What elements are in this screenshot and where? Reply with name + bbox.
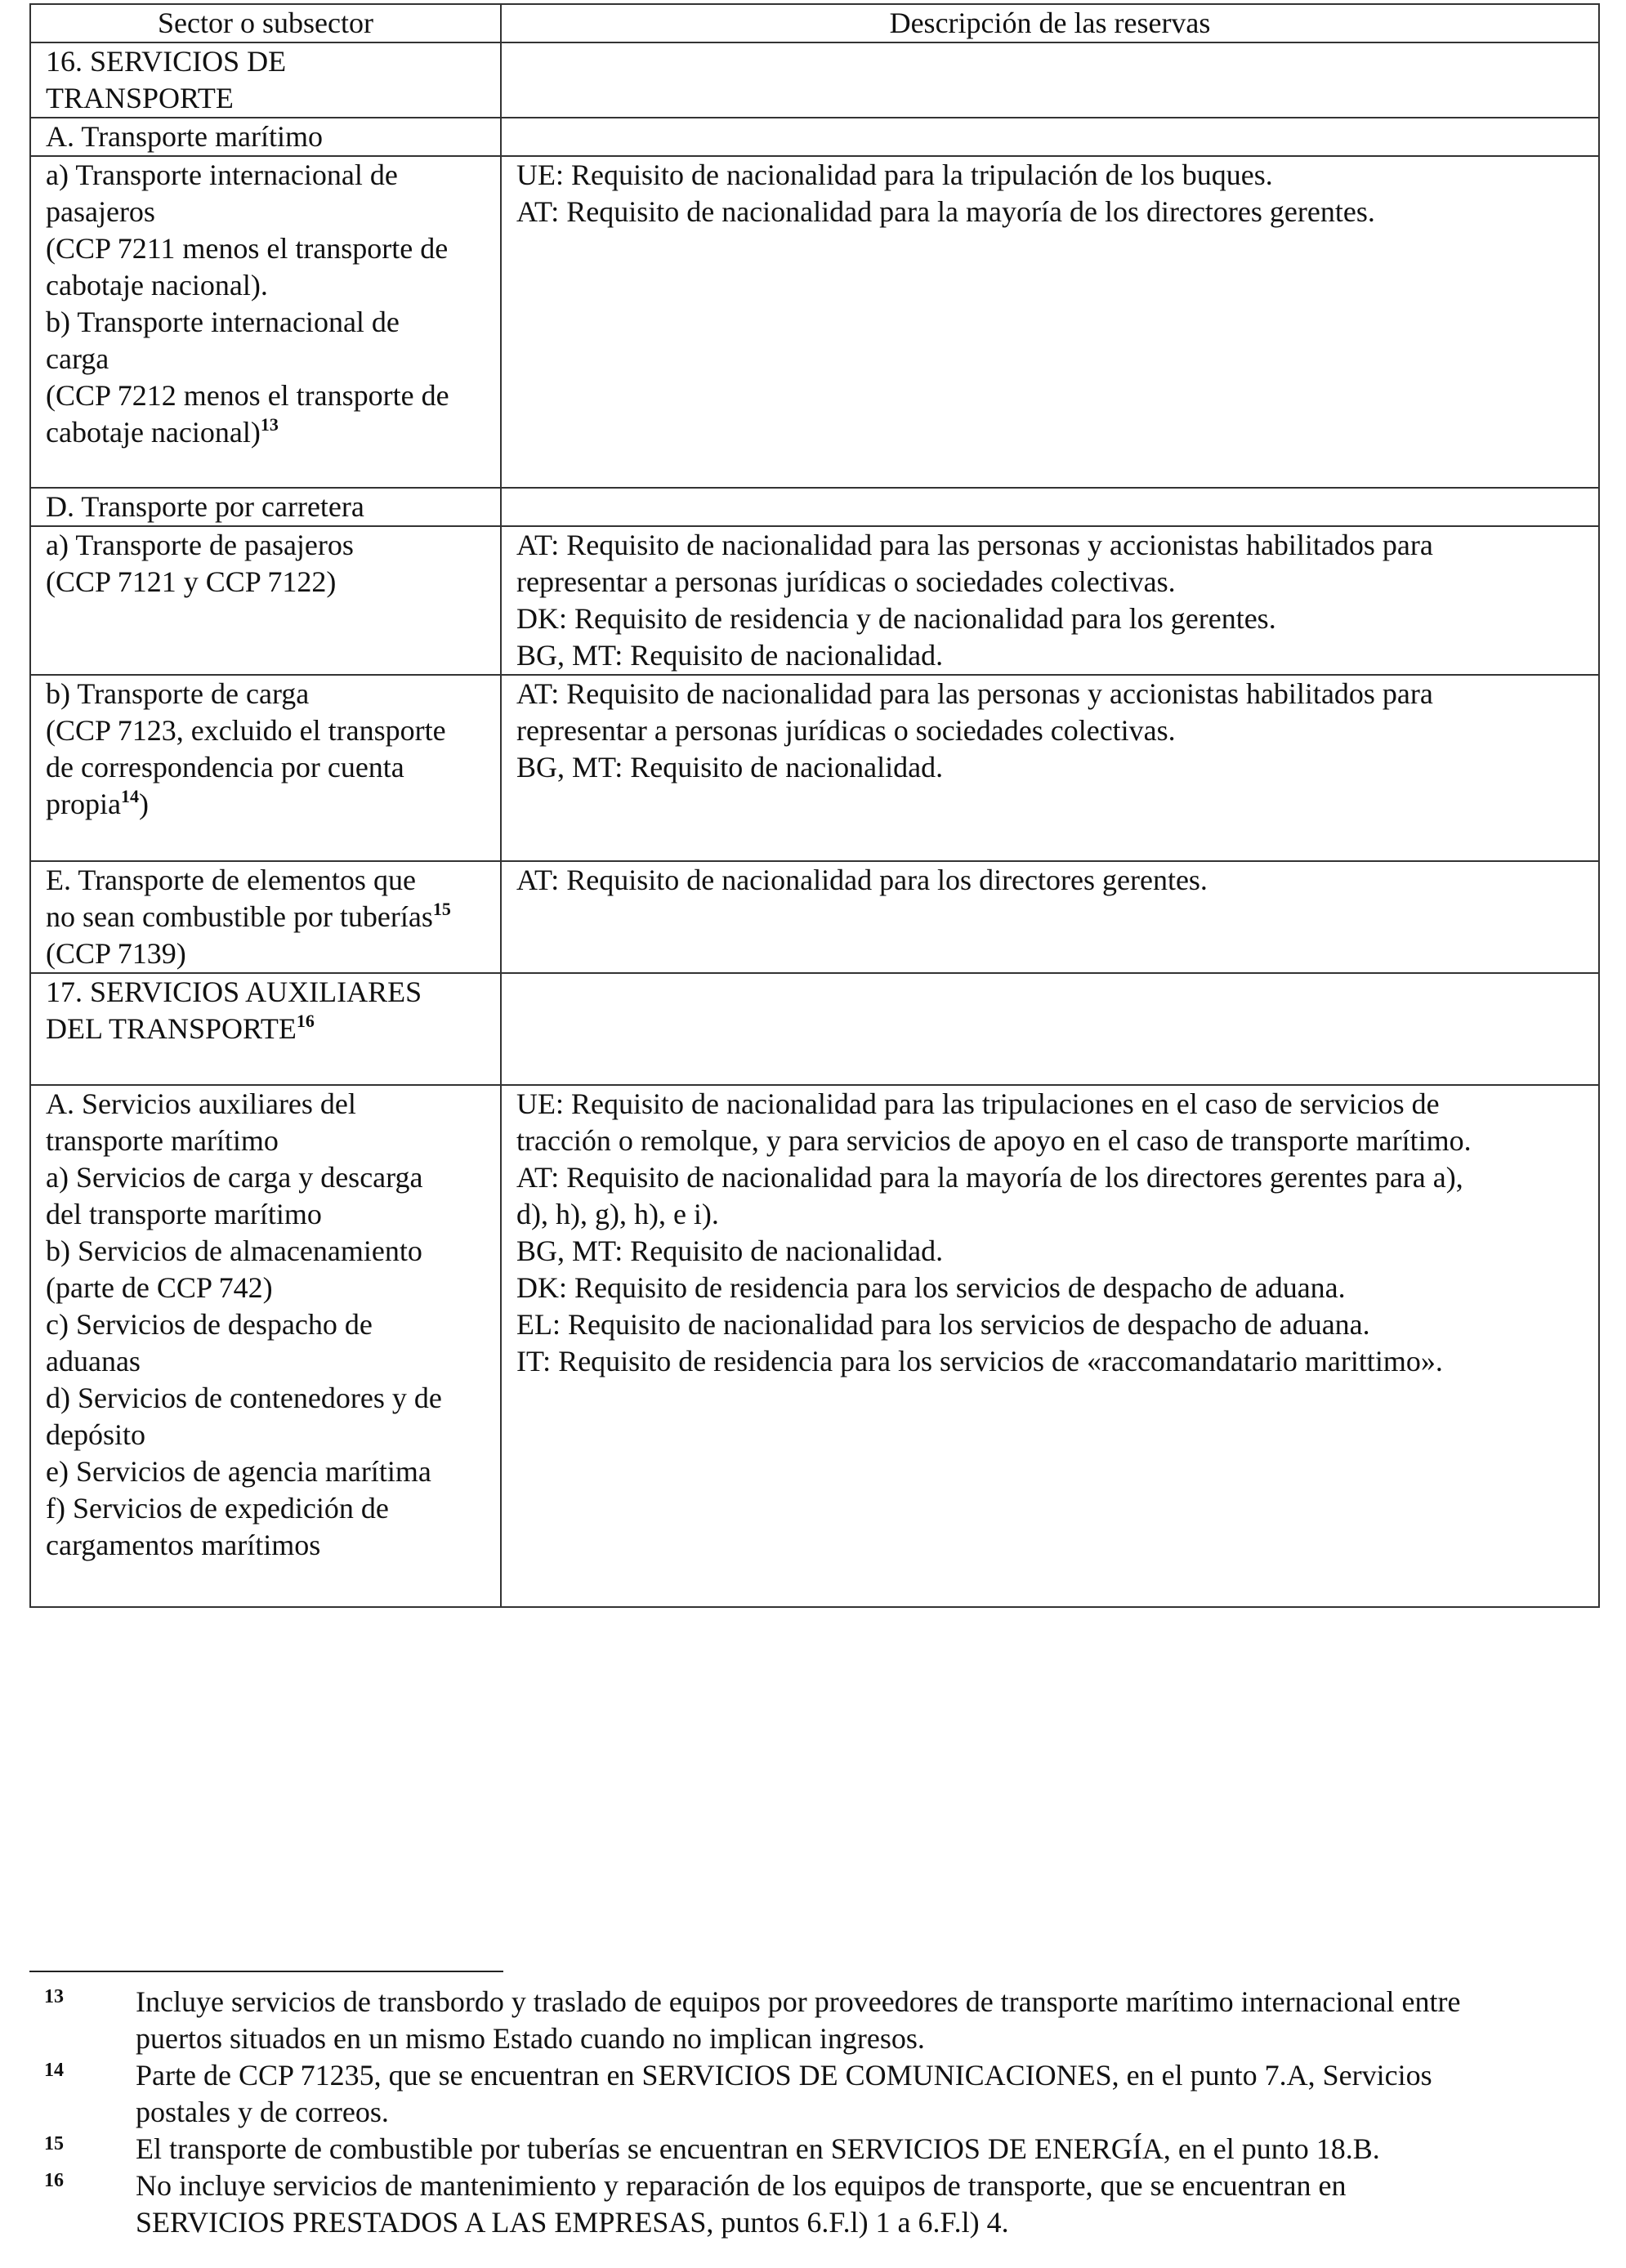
description-cell	[501, 675, 1599, 861]
cell-line: pasajeros	[46, 195, 155, 228]
cell-line: representar a personas jurídicas o sociedades colectivas.	[516, 714, 1176, 747]
cell-line: e) Servicios de agencia marítima	[46, 1455, 431, 1488]
footnote-line: Parte de CCP 71235, que se encuentran en SERVICIOS DE COMUNICACIONES, en el punto 7.A, Servicios	[136, 2059, 1432, 2092]
footnote-line: SERVICIOS PRESTADOS A LAS EMPRESAS, puntos 6.F.l) 1 a 6.F.l) 4.	[136, 2206, 1009, 2239]
description-cell	[501, 42, 1599, 118]
cell-line: cargamentos marítimos	[46, 1529, 321, 1561]
cell-line: AT: Requisito de nacionalidad para las personas y accionistas habilitados para	[516, 677, 1433, 710]
cell-line: AT: Requisito de nacionalidad para la mayoría de los directores gerentes.	[516, 195, 1375, 228]
footnote-line: No incluye servicios de mantenimiento y reparación de los equipos de transporte, que se encuentran en	[136, 2169, 1347, 2202]
cell-line: de correspondencia por cuenta	[46, 751, 404, 784]
cell-line: A. Servicios auxiliares del	[46, 1087, 356, 1120]
footnote	[29, 2057, 1598, 2131]
footnote-ref-14[interactable]: 14	[120, 786, 139, 806]
footnote	[29, 2168, 1598, 2241]
table-row	[30, 42, 1599, 118]
cell-line	[46, 786, 492, 823]
footnote-line: El transporte de combustible por tuberías se encuentran en SERVICIOS DE ENERGÍA, en el punto 18.B.	[136, 2132, 1380, 2165]
description-cell	[501, 488, 1599, 526]
footnote-ref-16[interactable]: 16	[296, 1011, 315, 1031]
footnote-number: 15	[44, 2133, 64, 2154]
cell-line: IT: Requisito de residencia para los servicios de «raccomandatario marittimo».	[516, 1345, 1443, 1377]
cell-line: BG, MT: Requisito de nacionalidad.	[516, 751, 944, 784]
cell-line: transporte marítimo	[46, 1124, 279, 1157]
cell-line: del transporte marítimo	[46, 1198, 322, 1230]
cell-line: 16. SERVICIOS DE	[46, 45, 287, 78]
sector-cell	[30, 675, 501, 861]
cell-line: a) Servicios de carga y descarga	[46, 1161, 423, 1194]
cell-line: f) Servicios de expedición de	[46, 1492, 389, 1525]
cell-line: carga	[46, 342, 109, 375]
footnotes	[29, 1984, 1598, 2241]
description-cell	[501, 973, 1599, 1085]
sector-cell	[30, 861, 501, 973]
cell-line: AT: Requisito de nacionalidad para los directores gerentes.	[516, 864, 1208, 896]
cell-line: DK: Requisito de residencia y de nacionalidad para los gerentes.	[516, 602, 1276, 635]
sector-cell	[30, 488, 501, 526]
cell-line: AT: Requisito de nacionalidad para la mayoría de los directores gerentes para a),	[516, 1161, 1463, 1194]
description-cell	[501, 118, 1599, 156]
cell-line: (CCP 7212 menos el transporte de	[46, 379, 449, 412]
footnote	[29, 2131, 1598, 2168]
cell-line: a) Transporte de pasajeros	[46, 529, 354, 561]
cell-line: depósito	[46, 1418, 145, 1451]
cell-line: BG, MT: Requisito de nacionalidad.	[516, 1234, 944, 1267]
header-description: Descripción de las reservas	[501, 4, 1599, 42]
cell-line: cabotaje nacional).	[46, 269, 268, 301]
cell-line	[46, 414, 492, 451]
cell-line: (parte de CCP 742)	[46, 1271, 273, 1304]
cell-line: tracción o remolque, y para servicios de apoyo en el caso de transporte marítimo.	[516, 1124, 1472, 1157]
cell-line: (CCP 7123, excluido el transporte	[46, 714, 446, 747]
footnote-number: 13	[44, 1986, 64, 2007]
cell-line: BG, MT: Requisito de nacionalidad.	[516, 639, 944, 672]
table-row	[30, 488, 1599, 526]
sector-cell	[30, 526, 501, 675]
cell-line: D. Transporte por carretera	[46, 490, 364, 523]
table-row	[30, 861, 1599, 973]
sector-cell	[30, 973, 501, 1085]
cell-line: b) Servicios de almacenamiento	[46, 1234, 422, 1267]
footnote-separator	[29, 1971, 503, 1972]
sector-cell	[30, 42, 501, 118]
description-cell	[501, 1085, 1599, 1607]
cell-line: b) Transporte internacional de	[46, 306, 400, 338]
sector-cell	[30, 118, 501, 156]
footnote-ref-15[interactable]: 15	[432, 899, 451, 919]
footnote-line: Incluye servicios de transbordo y traslado de equipos por proveedores de transporte marítimo internacional entre	[136, 1985, 1461, 2018]
cell-line: representar a personas jurídicas o sociedades colectivas.	[516, 565, 1176, 598]
footnote-number: 14	[44, 2060, 64, 2081]
footnote-ref-13[interactable]: 13	[260, 414, 279, 435]
cell-line: 17. SERVICIOS AUXILIARES	[46, 976, 422, 1008]
cell-line: a) Transporte internacional de	[46, 158, 398, 191]
cell-line: DK: Requisito de residencia para los servicios de despacho de aduana.	[516, 1271, 1346, 1304]
cell-line: (CCP 7121 y CCP 7122)	[46, 565, 337, 598]
table-header-row	[30, 4, 1599, 42]
cell-line: b) Transporte de carga	[46, 677, 310, 710]
cell-line: d), h), g), h), e i).	[516, 1198, 719, 1230]
cell-line: A. Transporte marítimo	[46, 120, 323, 153]
header-sector: Sector o subsector	[30, 4, 501, 42]
cell-line: E. Transporte de elementos que	[46, 864, 416, 896]
reservations-table	[29, 3, 1600, 1608]
cell-line: AT: Requisito de nacionalidad para las personas y accionistas habilitados para	[516, 529, 1433, 561]
description-cell	[501, 526, 1599, 675]
table-row	[30, 973, 1599, 1085]
cell-line: UE: Requisito de nacionalidad para la tripulación de los buques.	[516, 158, 1273, 191]
table-row	[30, 1085, 1599, 1607]
description-cell	[501, 156, 1599, 488]
cell-line: EL: Requisito de nacionalidad para los servicios de despacho de aduana.	[516, 1308, 1370, 1341]
cell-line: c) Servicios de despacho de	[46, 1308, 373, 1341]
cell-line	[46, 1011, 492, 1047]
cell-text: DEL TRANSPORTE	[46, 1012, 297, 1045]
sector-cell	[30, 1085, 501, 1607]
footnote-number: 16	[44, 2170, 64, 2191]
cell-line: TRANSPORTE	[46, 82, 234, 114]
table-row	[30, 156, 1599, 488]
cell-line: UE: Requisito de nacionalidad para las tripulaciones en el caso de servicios de	[516, 1087, 1440, 1120]
description-cell	[501, 861, 1599, 973]
cell-line: aduanas	[46, 1345, 141, 1377]
cell-line	[46, 899, 492, 935]
cell-line: d) Servicios de contenedores y de	[46, 1382, 442, 1414]
cell-line: (CCP 7211 menos el transporte de	[46, 232, 449, 265]
footnote-line: postales y de correos.	[136, 2096, 389, 2128]
cell-text: propia	[46, 788, 121, 820]
cell-text: no sean combustible por tuberías	[46, 900, 433, 933]
table-row	[30, 526, 1599, 675]
table-row	[30, 118, 1599, 156]
table-row	[30, 675, 1599, 861]
footnote-line: puertos situados en un mismo Estado cuando no implican ingresos.	[136, 2022, 925, 2055]
cell-text: cabotaje nacional)	[46, 416, 261, 449]
sector-cell	[30, 156, 501, 488]
cell-line: (CCP 7139)	[46, 937, 186, 970]
cell-text: )	[138, 788, 149, 820]
footnote	[29, 1984, 1598, 2057]
